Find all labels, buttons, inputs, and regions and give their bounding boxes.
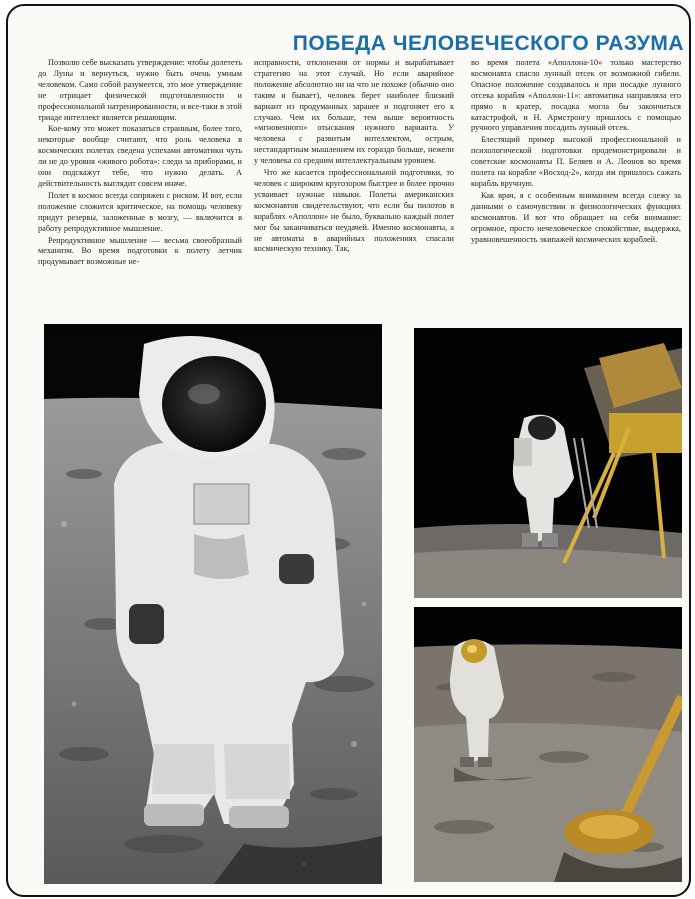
paragraph: исправности, отклонения от нормы и вырабатывает стратегию на этот случай. Но если аварийное положение абсолютно ни на что не похоже (обычно оно таким и бывает), человек берет наиболее близкий вариант из продуманных заранее и подгоняет его к случаю. Чем их больше, тем выше вероятность «мгновенного» отыскания нужного варианта. У человека с развитым интеллектом, острым, нестандартным мышлением их гораздо больше, нежели у человека со средним интеллектуальным уровнем. xyxy=(254,58,454,166)
text-column-2 xyxy=(254,58,454,256)
paragraph: Как врач, я с особенным вниманием всегда слежу за данными о самочувствии и физиологических функциях космонавтов. И вот что обращает на себя внимание: огромное, просто нечеловеческое спокойствие, выдержка, уравновешенность экипажей космических кораблей. xyxy=(471,190,681,244)
paragraph: Позволю себе высказать утверждение: чтобы долететь до Луны и вернуться, нужно быть очень умным человеком. Само собой разумеется, это мое утверждение не отрицает физической подготовленности и профессиональной натренированности, и все-таки в этой триаде интеллект является решающим. xyxy=(38,58,242,122)
text-column-3 xyxy=(471,58,681,246)
paragraph: Блестящий пример высокой профессиональной и психологической подготовки продемонстрировали и советские космонавты П. Беляев и А. Леонов во время полета на корабле «Восход-2», когда им пришлось сажать корабль вручную. xyxy=(471,135,681,188)
paragraph: Репродуктивное мышление — весьма своеобразный механизм. Во время подготовки к полету летчик продумывает возможные не- xyxy=(38,235,242,267)
photo-astronaut-walking xyxy=(414,607,682,882)
page-frame xyxy=(6,4,691,897)
paragraph: Полет в космос всегда сопряжен с риском. И вот, если положение сложится критическое, на помощь человеку придут резервы, заложенные в мозгу, — включится в работу репродуктивное мышление. xyxy=(38,190,242,233)
text-column-1 xyxy=(38,58,242,269)
photo-lunar-module xyxy=(414,328,682,598)
page-title: ПОБЕДА ЧЕЛОВЕЧЕСКОГО РАЗУМА xyxy=(292,32,684,56)
photo-astronaut-bw xyxy=(44,324,382,884)
paragraph: Кое-кому это может показаться странным, более того, некоторые вообще считают, что роль человека в космических полетах сведена успехами автоматики чуть ли не до уровня «живого робота»: следи за приборами, и они подскажут тебе, что нужно делать. А действительность выглядит совсем иначе. xyxy=(38,124,242,188)
paragraph: Что же касается профессиональной подготовки, то человек с широким кругозором быстрее и более прочно усваивает нужные навыки. Полеты американских космонавтов свидетельствуют, что если бы пилотов в кораблях «Аполлон» не было, буквально каждый полет мог бы заканчиваться неудачей. Именно космонавты, а не автоматы в аварийных положениях спасали космическую технику. Так, xyxy=(254,168,454,254)
paragraph: во время полета «Аполлона-10» только мастерство космонавта спасло лунный отсек от возможной гибели. Опасное положение создавалось и при посадке лунного отсека корабля «Аполлон-11»: автоматика направляла его прямо в кратер, посадка могла бы закончиться катастрофой, и Н. Армстронгу пришлось с помощью ручного управления посадить лунный отсек. xyxy=(471,58,681,133)
